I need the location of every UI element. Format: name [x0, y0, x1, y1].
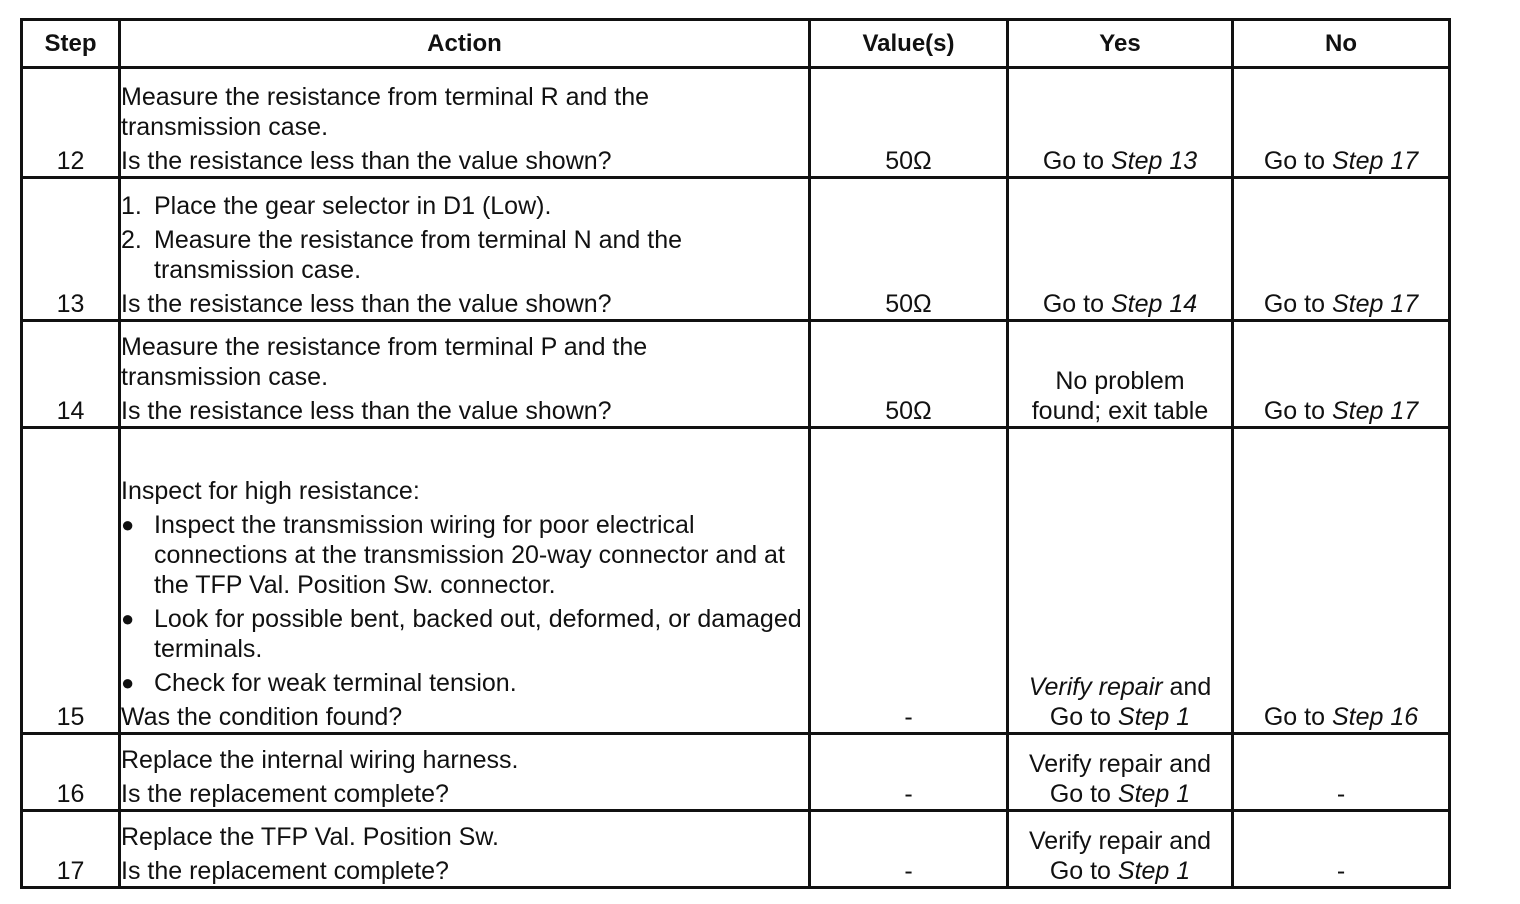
numbered-item [121, 225, 808, 285]
item-text: Place the gear selector in D1 (Low). [154, 192, 552, 220]
yes-step-link: Step 1 [1117, 703, 1191, 731]
header-no: No [1233, 20, 1450, 68]
yes-text: Verify repair and [1028, 827, 1212, 855]
action-cell [120, 178, 810, 321]
table-row [22, 811, 1450, 888]
action-text: Measure the resistance from terminal P and the [121, 333, 648, 361]
header-row [22, 20, 1450, 68]
yes-text: Go to [1042, 147, 1111, 175]
bullet-item [121, 604, 808, 664]
bullet-item [121, 510, 808, 600]
header-step: Step [22, 20, 120, 68]
bullet-item [121, 668, 808, 698]
action-text: transmission case. [121, 363, 329, 391]
header-action: Action [120, 20, 810, 68]
table-row [22, 734, 1450, 811]
no-cell [1233, 68, 1450, 178]
action-cell [120, 811, 810, 888]
yes-step-link: Step 1 [1117, 780, 1191, 808]
action-question: Is the resistance less than the value shown? [121, 397, 612, 425]
yes-text: Verify repair and [1028, 750, 1212, 778]
item-number: 2. [121, 226, 142, 254]
yes-step-link: Step 1 [1117, 857, 1191, 885]
action-intro: Inspect for high resistance: [121, 477, 420, 505]
no-step-link: Step 17 [1331, 147, 1419, 175]
yes-cell [1008, 811, 1233, 888]
no-cell [1233, 428, 1450, 734]
action-cell [120, 428, 810, 734]
yes-italic-text: Verify repair [1028, 673, 1163, 701]
yes-text: No problem [1055, 367, 1185, 395]
yes-cell [1008, 734, 1233, 811]
step-number: 15 [22, 428, 120, 734]
yes-text [1009, 779, 1231, 809]
action-question: Was the condition found? [121, 703, 403, 731]
step-number: 16 [22, 734, 120, 811]
value-cell: - [810, 811, 1008, 888]
diagnostic-table [20, 18, 1451, 889]
no-step-link: Step 17 [1331, 397, 1419, 425]
no-text: Go to [1263, 147, 1332, 175]
no-text: Go to [1263, 703, 1332, 731]
action-question: Is the replacement complete? [121, 780, 449, 808]
no-text: Go to [1263, 397, 1332, 425]
yes-text-prefix: Go to [1049, 780, 1118, 808]
action-cell [120, 68, 810, 178]
bullet-text: Check for weak terminal tension. [154, 669, 517, 697]
yes-text [1009, 856, 1231, 886]
no-text: Go to [1263, 290, 1332, 318]
numbered-item [121, 191, 808, 221]
step-number: 12 [22, 68, 120, 178]
header-yes: Yes [1008, 20, 1233, 68]
action-question: Is the resistance less than the value shown? [121, 147, 612, 175]
yes-cell [1008, 68, 1233, 178]
no-cell [1233, 178, 1450, 321]
yes-cell [1008, 178, 1233, 321]
action-question: Is the replacement complete? [121, 857, 449, 885]
table-row [22, 178, 1450, 321]
yes-cell [1008, 428, 1233, 734]
step-number: 14 [22, 321, 120, 428]
yes-text: Go to [1042, 290, 1111, 318]
action-text: Measure the resistance from terminal R and the [121, 83, 650, 111]
value-cell: 50Ω [810, 178, 1008, 321]
bullet-text: Inspect the transmission wiring for poor electrical connections at the transmission 20-way connector and at the TFP Val. Position Sw. connector. [154, 511, 785, 599]
yes-text-prefix: Go to [1049, 703, 1118, 731]
value-cell: 50Ω [810, 321, 1008, 428]
bullet-icon: ● [121, 606, 135, 631]
action-text: Replace the TFP Val. Position Sw. [121, 823, 499, 851]
table-row [22, 428, 1450, 734]
action-text: transmission case. [121, 113, 329, 141]
table-row [22, 321, 1450, 428]
value-cell: - [810, 734, 1008, 811]
no-cell: - [1233, 811, 1450, 888]
no-step-link: Step 16 [1331, 703, 1419, 731]
no-step-link: Step 17 [1331, 290, 1419, 318]
bullet-icon: ● [121, 512, 135, 537]
yes-step-link: Step 13 [1110, 147, 1198, 175]
bullet-icon: ● [121, 670, 135, 695]
no-cell: - [1233, 734, 1450, 811]
yes-text: found; exit table [1031, 397, 1209, 425]
item-text: Measure the resistance from terminal N and the transmission case. [154, 226, 683, 284]
yes-text-rest: and [1162, 673, 1212, 701]
action-cell [120, 734, 810, 811]
step-number: 17 [22, 811, 120, 888]
action-cell [120, 321, 810, 428]
yes-cell [1008, 321, 1233, 428]
item-number: 1. [121, 192, 142, 220]
step-number: 13 [22, 178, 120, 321]
yes-text [1009, 672, 1231, 702]
yes-text-prefix: Go to [1049, 857, 1118, 885]
bullet-text: Look for possible bent, backed out, deformed, or damaged terminals. [154, 605, 802, 663]
yes-text [1009, 702, 1231, 732]
value-cell: - [810, 428, 1008, 734]
action-question: Is the resistance less than the value shown? [121, 290, 612, 318]
action-text: Replace the internal wiring harness. [121, 746, 519, 774]
no-cell [1233, 321, 1450, 428]
yes-step-link: Step 14 [1110, 290, 1198, 318]
table-row [22, 68, 1450, 178]
header-values: Value(s) [810, 20, 1008, 68]
value-cell: 50Ω [810, 68, 1008, 178]
